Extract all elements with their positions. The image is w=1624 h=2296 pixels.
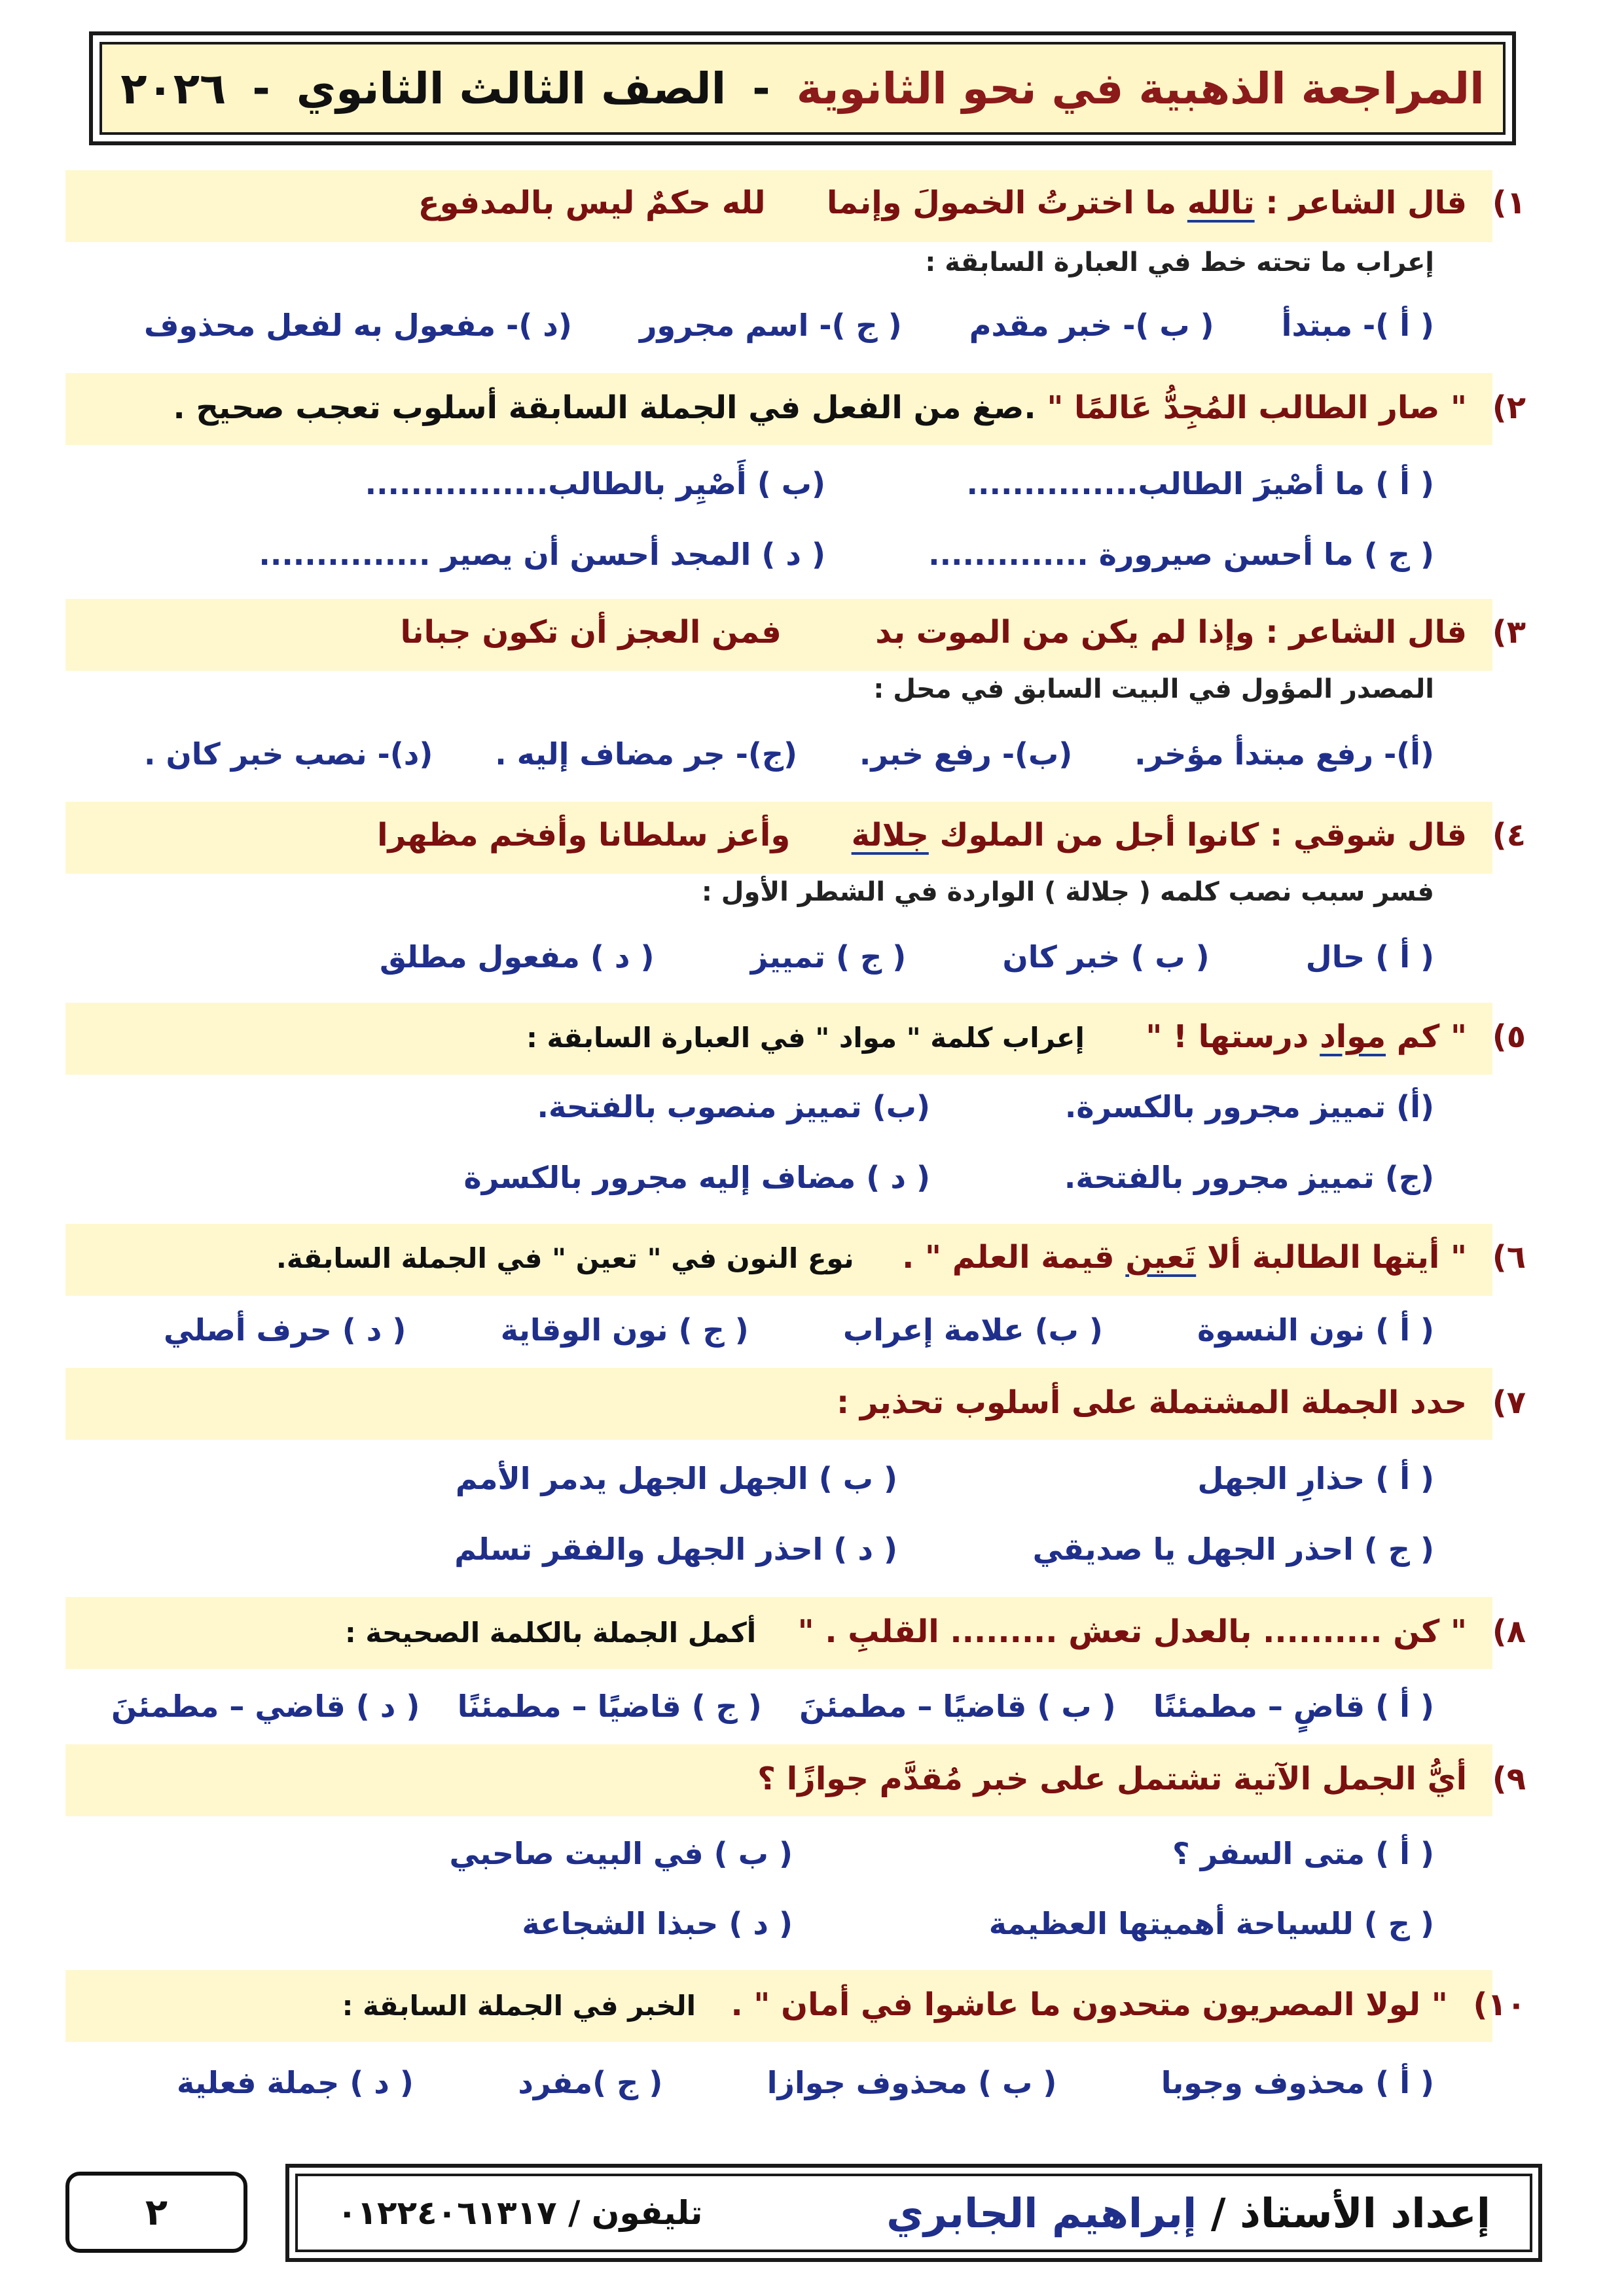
header-grade: الصف الثالث الثانوي [296, 63, 727, 114]
option[interactable]: ( أ ) محذوف وجوبا [1161, 2065, 1434, 2100]
option[interactable]: ( أ ) قاضٍ – مطمئنًا [1153, 1689, 1434, 1724]
question-stem: .صغ من الفعل في الجملة السابقة أسلوب تعجب صحيح . [173, 389, 1036, 426]
option[interactable]: ( أ ) نون النسوة [1197, 1312, 1434, 1348]
option[interactable]: (أ) تمييز مجرور بالكسرة. [1064, 1089, 1434, 1124]
question-instruction: الخبر في الجملة السابقة : [342, 1990, 696, 2022]
option[interactable]: ( ب) علامة إعراب [843, 1312, 1103, 1348]
author-label: إعداد الأستاذ / [1210, 2189, 1490, 2237]
question-stem: فمن العجز أن تكون جبانا [400, 614, 782, 651]
question-number: ٦) [1492, 1239, 1526, 1276]
question-number: ١) [1492, 185, 1526, 221]
option[interactable]: ( أ ) ما أصْيرَ الطالب............... [966, 466, 1434, 501]
option[interactable]: ( أ )- مبتدأ [1281, 308, 1434, 343]
underlined-word: تَعين [1125, 1239, 1197, 1276]
option[interactable]: ( ج )مفرد [518, 2065, 663, 2100]
phone-number: ٠١٢٢٤٠٦١٣١٧ [337, 2194, 557, 2232]
option[interactable]: ( ج )- اسم مجرور [639, 308, 902, 343]
underlined-word: تالله [1187, 185, 1255, 221]
option[interactable]: ( أ ) متى السفر ؟ [1172, 1836, 1434, 1871]
option[interactable]: ( ب )- خبر مقدم [969, 308, 1214, 343]
option[interactable]: ( ب ) في البيت صاحبي [449, 1836, 793, 1871]
question-stem: " كم [1396, 1018, 1468, 1055]
option[interactable]: ( أ ) حذارِ الجهل [1197, 1461, 1434, 1496]
header-separator: - [752, 63, 770, 114]
page-number: ٢ [65, 2172, 247, 2253]
question-stem: " كن .......... بالعدل تعش ......... القلبِ . " [797, 1613, 1468, 1650]
option[interactable]: ( ب ) محذوف جوازا [767, 2065, 1057, 2100]
option[interactable]: (د)- نصب خبر كان . [144, 736, 433, 772]
header-separator: - [252, 63, 270, 114]
options-row [144, 736, 1434, 772]
header-banner [99, 42, 1506, 135]
question-number: ٧) [1492, 1384, 1526, 1421]
question-number: ٤) [1492, 817, 1526, 853]
header-year: ٢٠٢٦ [120, 63, 226, 114]
question-stem: لله حكمٌ ليس بالمدفوع [418, 185, 766, 221]
question-1 [418, 185, 1526, 221]
option[interactable]: (ب ) أَصْيِر بالطالب................ [365, 466, 825, 501]
underlined-word: جلالة [851, 817, 929, 853]
question-5 [526, 1018, 1526, 1055]
option[interactable]: ( ج ) قاضيًا – مطمئنًا [457, 1689, 762, 1724]
option[interactable]: ( د ) مفعول مطلق [380, 939, 655, 975]
author-name: إبراهيم الجابري [886, 2189, 1197, 2237]
options-row [177, 2065, 1434, 2100]
option[interactable]: ( د ) حرف أصلي [164, 1312, 406, 1348]
option[interactable]: ( د ) احذر الجهل والفقر تسلم [454, 1532, 897, 1567]
author [886, 2189, 1490, 2237]
question-number: ٩) [1492, 1761, 1526, 1797]
options-row [380, 939, 1434, 975]
question-instruction: نوع النون في " تعين " في الجملة السابقة. [276, 1242, 854, 1274]
option[interactable]: ( د ) حبذا الشجاعة [522, 1906, 793, 1941]
question-stem: وأعز سلطانا وأفخم مظهرا [377, 817, 791, 853]
option[interactable]: (أ)- رفع مبتدأ مؤخر. [1134, 736, 1434, 772]
question-stem: حدد الجملة المشتملة على أسلوب تحذير : [836, 1384, 1468, 1421]
option[interactable]: (ج)- جر مضاف إليه . [495, 736, 798, 772]
option[interactable]: (ب)- رفع خبر. [859, 736, 1073, 772]
question-stem: " صار الطالب المُجِدُّ عَالمًا " [1047, 389, 1468, 426]
question-8 [345, 1613, 1526, 1650]
option[interactable]: ( د ) مضاف إليه مجرور بالكسرة [463, 1160, 930, 1195]
header-title: المراجعة الذهبية في نحو الثانوية [796, 63, 1485, 114]
option[interactable]: ( ب ) قاضيًا – مطمئنَ [799, 1689, 1116, 1724]
question-instruction: المصدر المؤول في البيت السابق في محل : [873, 674, 1434, 704]
option[interactable]: (ج) تمييز مجرور بالفتحة. [1064, 1160, 1434, 1195]
question-2 [173, 389, 1526, 426]
question-7 [837, 1384, 1526, 1421]
options-row [111, 1689, 1434, 1724]
question-number: ٨) [1492, 1613, 1526, 1650]
option[interactable]: (د )- مفعول به لفعل محذوف [144, 308, 572, 343]
underlined-word: مواد [1320, 1018, 1386, 1055]
question-instruction: فسر سبب نصب كلمه ( جلالة ) الواردة في الشطر الأول : [701, 877, 1434, 907]
question-3 [400, 614, 1526, 651]
question-number: ١٠) [1473, 1986, 1526, 2023]
question-9 [757, 1761, 1526, 1797]
option[interactable]: ( ج ) ما أحسن صيرورة .............. [928, 537, 1434, 572]
question-stem: " أيتها الطالبة ألا [1206, 1239, 1468, 1276]
options-row [144, 308, 1434, 343]
footer-banner [295, 2174, 1532, 2252]
option[interactable]: ( ج ) احذر الجهل يا صديقي [1032, 1532, 1434, 1567]
question-stem: قيمة العلم " . [902, 1239, 1115, 1276]
question-stem: درستها ! " [1146, 1018, 1309, 1055]
question-stem: قال شوقي : كانوا أجل من الملوك [939, 817, 1468, 853]
option[interactable]: ( د ) المجد أحسن أن يصير ............... [259, 537, 825, 572]
option[interactable]: (ب) تمييز منصوب بالفتحة. [537, 1089, 930, 1124]
header-frame [89, 31, 1516, 145]
question-6 [276, 1239, 1526, 1276]
question-instruction: إعراب ما تحته خط في العبارة السابقة : [925, 247, 1434, 278]
question-stem: ما اخترتُ الخمولَ وإنما [826, 185, 1177, 221]
option[interactable]: ( ب ) خبر كان [1002, 939, 1210, 975]
question-number: ٣) [1492, 614, 1526, 651]
option[interactable]: ( ب ) الجهل الجهل يدمر الأمم [455, 1461, 897, 1496]
option[interactable]: ( أ ) حال [1305, 939, 1434, 975]
phone-label: تليفون / [568, 2194, 703, 2232]
option[interactable]: ( ج ) تمييز [750, 939, 907, 975]
question-stem: قال الشاعر : وإذا لم يكن من الموت بد [875, 614, 1468, 651]
question-instruction: إعراب كلمة " مواد " في العبارة السابقة : [526, 1022, 1085, 1054]
question-number: ٢) [1492, 389, 1526, 426]
question-stem: " لولا المصريون متحدون ما عاشوا في أمان " . [731, 1986, 1448, 2023]
option[interactable]: ( ج ) نون الوقاية [500, 1312, 749, 1348]
question-stem: أيُّ الجمل الآتية تشتمل على خبر مُقدَّم جوازًا ؟ [757, 1761, 1468, 1797]
footer-frame [285, 2164, 1542, 2262]
question-number: ٥) [1492, 1018, 1526, 1055]
option[interactable]: ( د ) جملة فعلية [177, 2065, 414, 2100]
question-instruction: أكمل الجملة بالكلمة الصحيحة : [344, 1617, 757, 1649]
question-stem: قال الشاعر : [1265, 185, 1468, 221]
option[interactable]: ( ج ) للسياحة أهميتها العظيمة [988, 1906, 1434, 1941]
phone [337, 2194, 702, 2232]
question-4 [377, 817, 1526, 853]
option[interactable]: ( د ) قاضي – مطمئنَ [111, 1689, 420, 1724]
question-10 [342, 1986, 1526, 2023]
options-row [164, 1312, 1434, 1348]
